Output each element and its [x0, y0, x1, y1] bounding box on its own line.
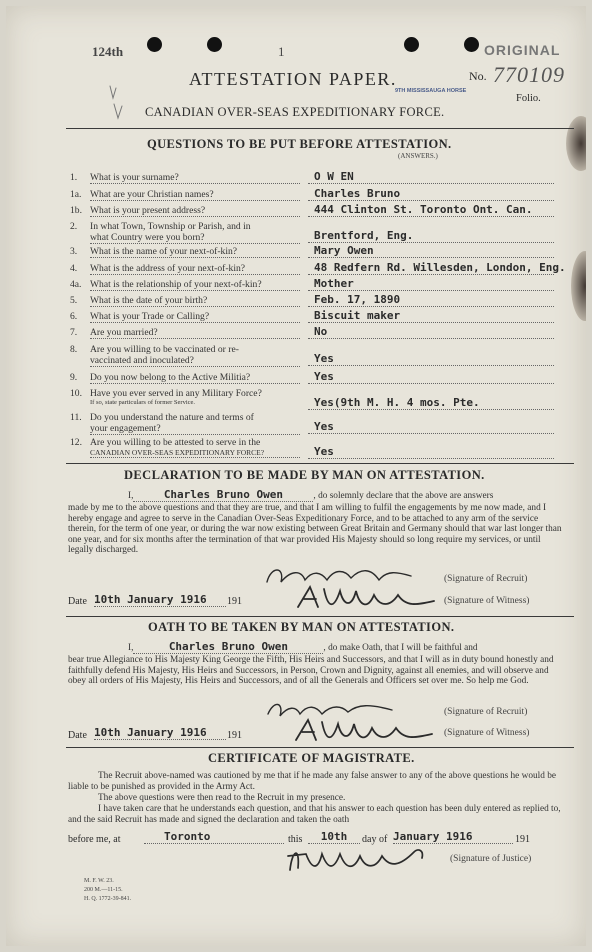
question-number: 11.	[70, 412, 82, 423]
answer-field: Mary Owen	[308, 244, 554, 258]
question-number: 12.	[70, 437, 82, 448]
declaration-end-rule	[66, 616, 574, 617]
question-text: What is your Trade or Calling?	[90, 311, 300, 323]
certificate-paragraph-2: The above questions were then read to the Recruit in my presence.	[98, 793, 346, 803]
answer-field: Mother	[308, 277, 554, 291]
attestation-paper	[6, 6, 586, 946]
pencil-check-marks	[106, 76, 136, 126]
question-number: 1.	[70, 172, 78, 183]
folio-label: Folio.	[516, 93, 541, 104]
question-number: 4.	[70, 263, 78, 274]
this-label: this	[288, 834, 303, 845]
answer-field: Biscuit maker	[308, 309, 554, 323]
certificate-year-suffix: 191	[515, 834, 530, 845]
oath-year-suffix: 191	[227, 730, 242, 741]
question-text: Are you willing to be vaccinated or re-	[90, 344, 239, 355]
question-text-continued: If so, state particulars of former Service.	[90, 399, 196, 406]
declaration-recruit-name: Charles Bruno Owen	[133, 490, 313, 502]
answers-label: (ANSWERS.)	[398, 152, 438, 160]
answer-field: Feb. 17, 1890	[308, 293, 554, 307]
questions-end-rule	[66, 463, 574, 464]
ink-stain-right	[571, 251, 586, 321]
oath-recruit-sig-label: (Signature of Recruit)	[444, 707, 528, 717]
original-stamp: ORIGINAL	[484, 42, 561, 58]
punch-hole-3	[404, 37, 419, 52]
question-text: In what Town, Township or Parish, and in	[90, 221, 251, 232]
question-text: What is your surname?	[90, 172, 300, 184]
declaration-recruit-sig-label: (Signature of Recruit)	[444, 574, 528, 584]
oath-date-label: Date	[68, 730, 87, 741]
oath-witness-signature	[292, 714, 442, 748]
question-text-continued: your engagement?	[90, 423, 300, 435]
document-subtitle: CANADIAN OVER-SEAS EXPEDITIONARY FORCE.	[145, 105, 445, 119]
justice-signature	[284, 842, 444, 878]
form-code: M. F. W. 23.	[84, 878, 114, 884]
question-text: What is the name of your next-of-kin?	[90, 246, 300, 258]
declaration-year-suffix: 191	[227, 596, 242, 607]
question-number: 4a.	[70, 279, 82, 290]
answer-field: No	[308, 325, 554, 339]
question-number: 5.	[70, 295, 78, 306]
before-me-label: before me, at	[68, 834, 121, 845]
question-text: What is the date of your birth?	[90, 295, 300, 307]
question-text: Have you ever served in any Military Force?	[90, 388, 262, 399]
declaration-prefix: I,	[128, 491, 134, 501]
day-of-label: day of	[362, 834, 388, 845]
declaration-text-first: , do solemnly declare that the above are answers	[313, 491, 494, 501]
oath-first-line	[68, 642, 568, 654]
question-text: What is your present address?	[90, 205, 300, 217]
question-number: 6.	[70, 311, 78, 322]
answer-field: O W EN	[308, 170, 554, 184]
question-number: 7.	[70, 327, 78, 338]
hq-reference: H. Q. 1772-39-841.	[84, 896, 132, 902]
punch-hole-4	[464, 37, 479, 52]
question-text: Are you willing to be attested to serve in the	[90, 437, 261, 448]
certificate-paragraph-3: I have taken care that he understands each question, and that his answer to each question has been duly entered as replied to, and the said Recruit has made and signed the declaration and taken the oath	[68, 804, 561, 825]
certificate-paragraph-1: The Recruit above-named was cautioned by me that if he made any false answer to any of the above questions he would be liable to be punished as provided in the Army Act.	[68, 771, 556, 792]
regimental-number: 770109	[493, 62, 565, 87]
declaration-date-value: 10th January 1916	[94, 593, 226, 607]
answer-field: Charles Bruno	[308, 187, 554, 201]
oath-heading: OATH TO BE TAKEN BY MAN ON ATTESTATION.	[148, 620, 455, 634]
certificate-day: 10th	[308, 830, 360, 844]
declaration-first-line	[68, 490, 568, 502]
oath-date-value: 10th January 1916	[94, 726, 226, 740]
answer-field: Yes	[308, 370, 554, 384]
answer-field: 444 Clinton St. Toronto Ont. Can.	[308, 203, 554, 217]
document-title: ATTESTATION PAPER.	[189, 69, 397, 89]
declaration-date-label: Date	[68, 596, 87, 607]
answer-field: 48 Redfern Rd. Willesden, London, Eng.	[308, 261, 554, 275]
question-text-continued: what Country were you born?	[90, 232, 300, 244]
answer-field: Yes	[308, 420, 554, 434]
punch-hole-1	[147, 37, 162, 52]
battalion-number: 124th	[92, 44, 124, 59]
oath-prefix: I,	[128, 643, 134, 653]
question-text: What is the address of your next-of-kin?	[90, 263, 300, 275]
oath-end-rule	[66, 747, 574, 748]
oath-witness-sig-label: (Signature of Witness)	[444, 728, 530, 738]
oath-recruit-name: Charles Bruno Owen	[133, 642, 323, 654]
unit-stamp: 9TH MISSISSAUGA HORSE	[395, 88, 467, 94]
question-text: Do you now belong to the Active Militia?	[90, 372, 300, 384]
oath-body: bear true Allegiance to His Majesty King George the Fifth, His Heirs and Successors, and that I will as in duty bound honestly and faithfully defend His Majesty, His Heirs and Successors, in Person, Crown and Dignity, against all enemies, and will observe and obey all orders of His Majesty, His Heirs and Successors, and of all the Generals and Officers set over me. So help me God.	[68, 655, 554, 687]
print-run: 200 M.—11-15.	[84, 887, 123, 893]
punch-hole-2	[207, 37, 222, 52]
question-number: 1a.	[70, 189, 82, 200]
question-number: 2.	[70, 221, 78, 232]
certificate-heading: CERTIFICATE OF MAGISTRATE.	[208, 751, 415, 765]
justice-sig-label: (Signature of Justice)	[450, 854, 532, 864]
header-rule	[66, 128, 574, 129]
question-text: What are your Christian names?	[90, 189, 300, 201]
questions-heading: QUESTIONS TO BE PUT BEFORE ATTESTATION.	[147, 137, 452, 151]
question-text: What is the relationship of your next-of-kin?	[90, 279, 300, 291]
question-text-continued: CANADIAN OVER-SEAS EXPEDITIONARY FORCE?	[90, 448, 300, 458]
witness-signature	[294, 581, 444, 615]
question-number: 10.	[70, 388, 82, 399]
declaration-heading: DECLARATION TO BE MADE BY MAN ON ATTESTATION.	[124, 468, 485, 482]
certificate-month-year: January 1916	[393, 830, 513, 844]
question-number: 3.	[70, 246, 78, 257]
answer-field: Yes	[308, 445, 554, 459]
question-text-continued: vaccinated and inoculated?	[90, 355, 300, 367]
question-text: Are you married?	[90, 327, 300, 339]
ink-stain-top-right	[566, 116, 586, 171]
answer-field: Yes	[308, 352, 554, 366]
question-text: Do you understand the nature and terms of	[90, 412, 254, 423]
answer-field: Yes(9th M. H. 4 mos. Pte.	[308, 396, 554, 410]
oath-text-first: , do make Oath, that I will be faithful and	[323, 643, 478, 653]
question-number: 8.	[70, 344, 78, 355]
question-number: 1b.	[70, 205, 82, 216]
answer-field: Brentford, Eng.	[308, 229, 554, 243]
certificate-place: Toronto	[144, 830, 284, 844]
no-label: No.	[469, 69, 487, 83]
sheet-number: 1	[278, 44, 285, 59]
question-number: 9.	[70, 372, 78, 383]
declaration-body: made by me to the above questions and that they are true, and that I am willing to fulfil the engagements by me now made, and I hereby engage and agree to serve in the Canadian Over-Seas Expeditionary Force, and to be attached to any arm of the service therein, for the term of one year, or during the war now existing between Great Britain and Germany should that war last longer than one year, and for six months after the termination of that war provided His Majesty should so long require my services, or until legally discharged.	[68, 503, 562, 556]
declaration-witness-sig-label: (Signature of Witness)	[444, 596, 530, 606]
